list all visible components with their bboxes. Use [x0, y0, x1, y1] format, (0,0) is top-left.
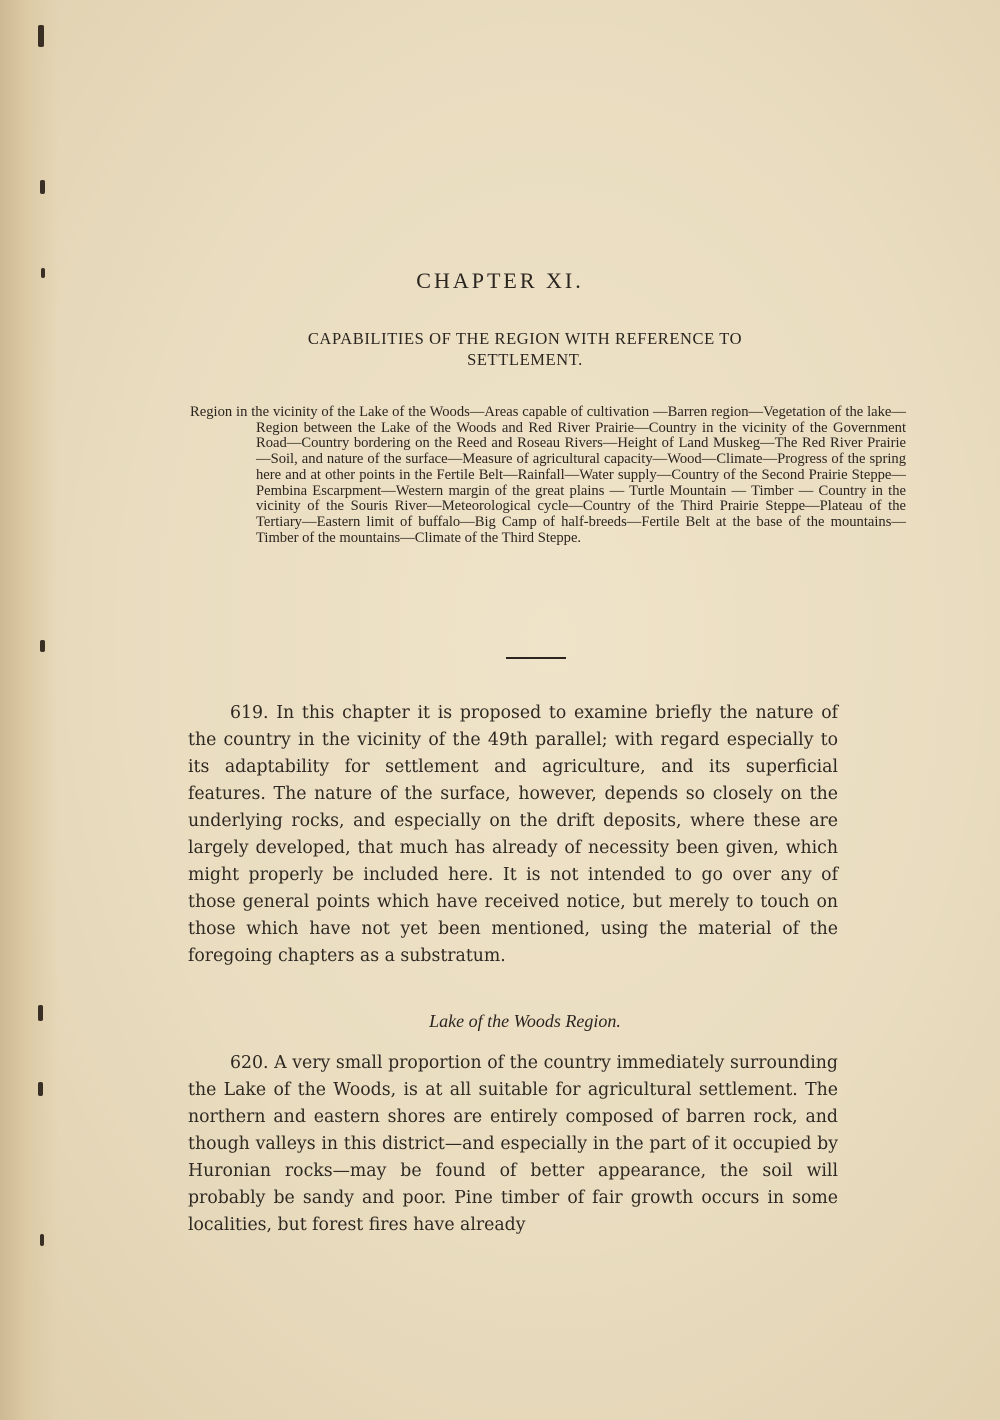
binding-mark: [40, 180, 45, 194]
chapter-summary: Region in the vicinity of the Lake of the Woods—Areas capable of cultivation —Barren region—Vegetation of the lake—Region between the Lake of the Woods and Red River Prairie—Country in the vicinity of the Government Road—Country bordering on the Reed and Roseau Rivers—Height of Land Muskeg—The Red River Prairie—Soil, and nature of the surface—Measure of agricultural capacity—Wood—Climate—Progress of the spring here and at other points in the Fertile Belt—Rainfall—Water supply—Country of the Second Prairie Steppe—Pembina Escarpment—Western margin of the great plains — Turtle Mountain — Timber — Country in the vicinity of the Souris River—Meteorological cycle—Country of the Third Prairie Steppe—Plateau of the Tertiary—Eastern limit of buffalo—Big Camp of half-breeds—Fertile Belt at the base of the mountains—Timber of the mountains—Climate of the Third Steppe.: [190, 404, 906, 546]
section-divider: [506, 657, 566, 659]
chapter-subtitle: [235, 328, 815, 370]
chapter-title: CHAPTER XI.: [416, 268, 584, 293]
binding-mark: [38, 25, 44, 47]
page-binding-edge: [0, 0, 58, 1420]
paragraph-620: 620. A very small proportion of the country immediately surrounding the Lake of the Woods, is at all suitable for agricultural settlement. The northern and eastern shores are entirely composed of barren rock, and though valleys in this district—and especially in the part of it occupied by Huronian rocks—may be found of better appearance, the soil will probably be sandy and poor. Pine timber of fair growth occurs in some localities, but forest fires have already: [188, 1053, 838, 1235]
section-heading: Lake of the Woods Region.: [429, 1011, 621, 1031]
binding-mark: [38, 1082, 43, 1096]
subtitle-line-2: SETTLEMENT.: [467, 350, 583, 369]
binding-mark: [40, 1234, 44, 1246]
binding-mark: [40, 640, 45, 652]
subtitle-line-1: CAPABILITIES OF THE REGION WITH REFERENCE TO: [307, 329, 743, 348]
paragraph-619: 619. In this chapter it is proposed to examine briefly the nature of the country in the vicinity of the 49th parallel; with regard especially to its adaptability for settlement and agriculture, and its superficial features. The nature of the surface, however, depends so closely on the underlying rocks, and especially on the drift deposits, where these are largely developed, that much has already of necessity been given, which might properly be included here. It is not intended to go over any of those general points which have received notice, but merely to touch on those which have not yet been mentioned, using the material of the foregoing chapters as a substratum.: [188, 703, 838, 966]
